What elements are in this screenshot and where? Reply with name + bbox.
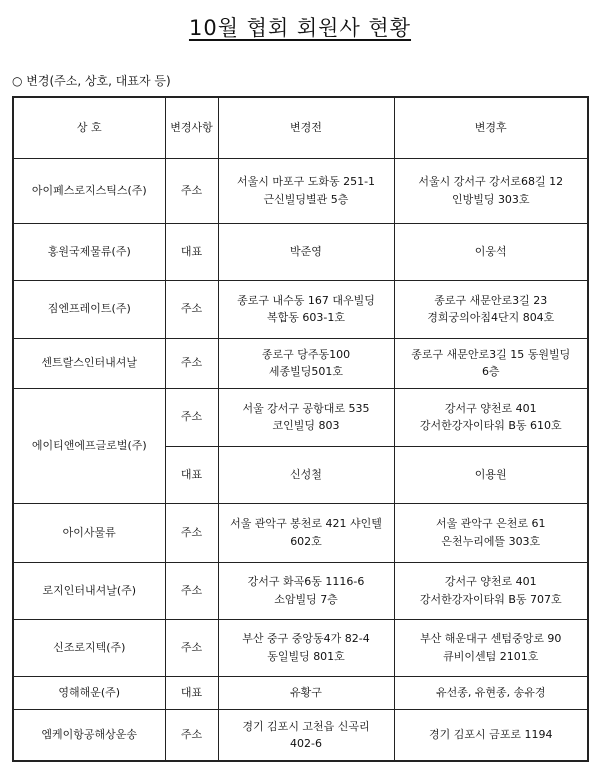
company-name-cell: 에이티앤에프글로벌(주): [13, 388, 165, 503]
page-title-text: 10월 협회 회원사 현황: [188, 16, 412, 40]
table-row: [13, 223, 588, 280]
after-value-line: 강서한강자이타워 B동 707호: [419, 592, 562, 606]
table-row: [13, 158, 588, 223]
change-type-cell: 주소: [165, 158, 218, 223]
change-type-cell: 대표: [165, 446, 218, 503]
change-type-cell: 주소: [165, 338, 218, 388]
after-value-line: 유선종, 유현종, 송유경: [435, 685, 546, 699]
header-before: 변경전: [218, 97, 394, 158]
header-company: 상 호: [13, 97, 165, 158]
table-header-row: [13, 97, 588, 158]
before-value-line: 박준영: [290, 244, 322, 258]
before-value-line: 경기 김포시 고천읍 신곡리: [242, 719, 370, 733]
after-value-cell: [394, 388, 588, 446]
after-value-cell: [394, 619, 588, 676]
company-name-cell: 영해해운(주): [13, 676, 165, 709]
before-value-line: 서울 강서구 공항대로 535: [242, 401, 370, 415]
after-value-line: 부산 해운대구 센텀중앙로 90: [420, 632, 562, 646]
before-value-line: 종로구 내수동 167 대우빌딩: [237, 293, 375, 307]
after-value-line: 이용원: [474, 467, 507, 481]
change-type-cell: 주소: [165, 619, 218, 676]
before-value-cell: [218, 338, 394, 388]
before-value-line: 복합동 603-1호: [267, 311, 345, 324]
after-value-line: 6층: [481, 365, 500, 378]
header-change-type: 변경사항: [165, 97, 218, 158]
section-heading: ○ 변경(주소, 상호, 대표자 등): [12, 74, 171, 88]
company-name-cell: 짐엔프레이트(주): [13, 280, 165, 338]
table-row: [13, 280, 588, 338]
before-value-cell: [218, 223, 394, 280]
company-name-cell: 아이페스로지스틱스(주): [13, 158, 165, 223]
before-value-line: 서울 관악구 봉천로 421 샤인텔: [230, 517, 382, 531]
before-value-cell: [218, 280, 394, 338]
after-value-line: 서울시 강서구 강서로68길 12: [418, 175, 564, 189]
table-row: [13, 338, 588, 388]
page-title: [0, 12, 600, 42]
table-row: [13, 676, 588, 709]
after-value-line: 종로구 새문안로3길 23: [434, 293, 548, 307]
before-value-line: 세종빌딩501호: [268, 365, 344, 378]
after-value-line: 경희궁의아침4단지 804호: [427, 311, 555, 324]
after-value-line: 은천누리에뜰 303호: [441, 534, 541, 548]
table-row: [13, 562, 588, 619]
after-value-cell: [394, 676, 588, 709]
company-name-cell: 엠케이항공해상운송: [13, 709, 165, 761]
after-value-cell: [394, 223, 588, 280]
before-value-line: 부산 중구 중앙동4가 82-4: [242, 632, 370, 646]
change-type-cell: 대표: [165, 676, 218, 709]
after-value-line: 강서한강자이타워 B동 610호: [419, 419, 562, 432]
company-name-cell: 로지인터내셔날(주): [13, 562, 165, 619]
before-value-cell: [218, 158, 394, 223]
change-type-cell: 주소: [165, 503, 218, 562]
change-type-cell: 주소: [165, 280, 218, 338]
before-value-line: 유황구: [290, 685, 322, 699]
after-value-cell: [394, 503, 588, 562]
table-row: [13, 503, 588, 562]
company-name-cell: 홍원국제물류(주): [13, 223, 165, 280]
after-value-cell: [394, 562, 588, 619]
table-row: [13, 709, 588, 761]
change-type-cell: 대표: [165, 223, 218, 280]
before-value-line: 402-6: [290, 736, 322, 750]
after-value-cell: [394, 338, 588, 388]
before-value-cell: [218, 562, 394, 619]
after-value-line: 강서구 양천로 401: [444, 401, 537, 415]
company-name-cell: 아이사물류: [13, 503, 165, 562]
before-value-line: 신성철: [290, 467, 322, 481]
before-value-line: 코인빌딩 803: [272, 419, 340, 432]
before-value-cell: [218, 676, 394, 709]
table-row: [13, 619, 588, 676]
after-value-line: 경기 김포시 금포로 1194: [429, 728, 553, 742]
after-value-cell: [394, 280, 588, 338]
change-type-cell: 주소: [165, 709, 218, 761]
before-value-cell: [218, 709, 394, 761]
before-value-line: 동일빌딩 801호: [267, 649, 345, 663]
after-value-line: 강서구 양천로 401: [444, 575, 537, 589]
after-value-line: 인방빌딩 303호: [451, 192, 530, 206]
before-value-line: 소암빌딩 7층: [274, 592, 338, 606]
table-row: [13, 388, 588, 446]
change-type-cell: 주소: [165, 388, 218, 446]
change-type-cell: 주소: [165, 562, 218, 619]
before-value-line: 서울시 마포구 도화동 251-1: [236, 175, 376, 189]
after-value-line: 이웅석: [474, 244, 507, 258]
before-value-cell: [218, 446, 394, 503]
before-value-line: 강서구 화곡6동 1116-6: [247, 575, 365, 589]
company-name-cell: 신조로지텍(주): [13, 619, 165, 676]
before-value-cell: [218, 503, 394, 562]
after-value-cell: [394, 446, 588, 503]
before-value-cell: [218, 388, 394, 446]
before-value-line: 종로구 당주동100: [261, 347, 351, 361]
after-value-cell: [394, 158, 588, 223]
after-value-cell: [394, 709, 588, 761]
before-value-cell: [218, 619, 394, 676]
header-after: 변경후: [394, 97, 588, 158]
before-value-line: 근신빌딩별관 5층: [263, 192, 349, 206]
member-change-table: [12, 96, 589, 762]
after-value-line: 서울 관악구 은천로 61: [436, 517, 546, 531]
before-value-line: 602호: [290, 534, 322, 548]
company-name-cell: 센트랄스인터내셔날: [13, 338, 165, 388]
after-value-line: 종로구 새문안로3길 15 동원빌딩: [411, 347, 571, 361]
table-body: [13, 158, 588, 761]
after-value-line: 큐비이센텀 2101호: [443, 649, 539, 663]
